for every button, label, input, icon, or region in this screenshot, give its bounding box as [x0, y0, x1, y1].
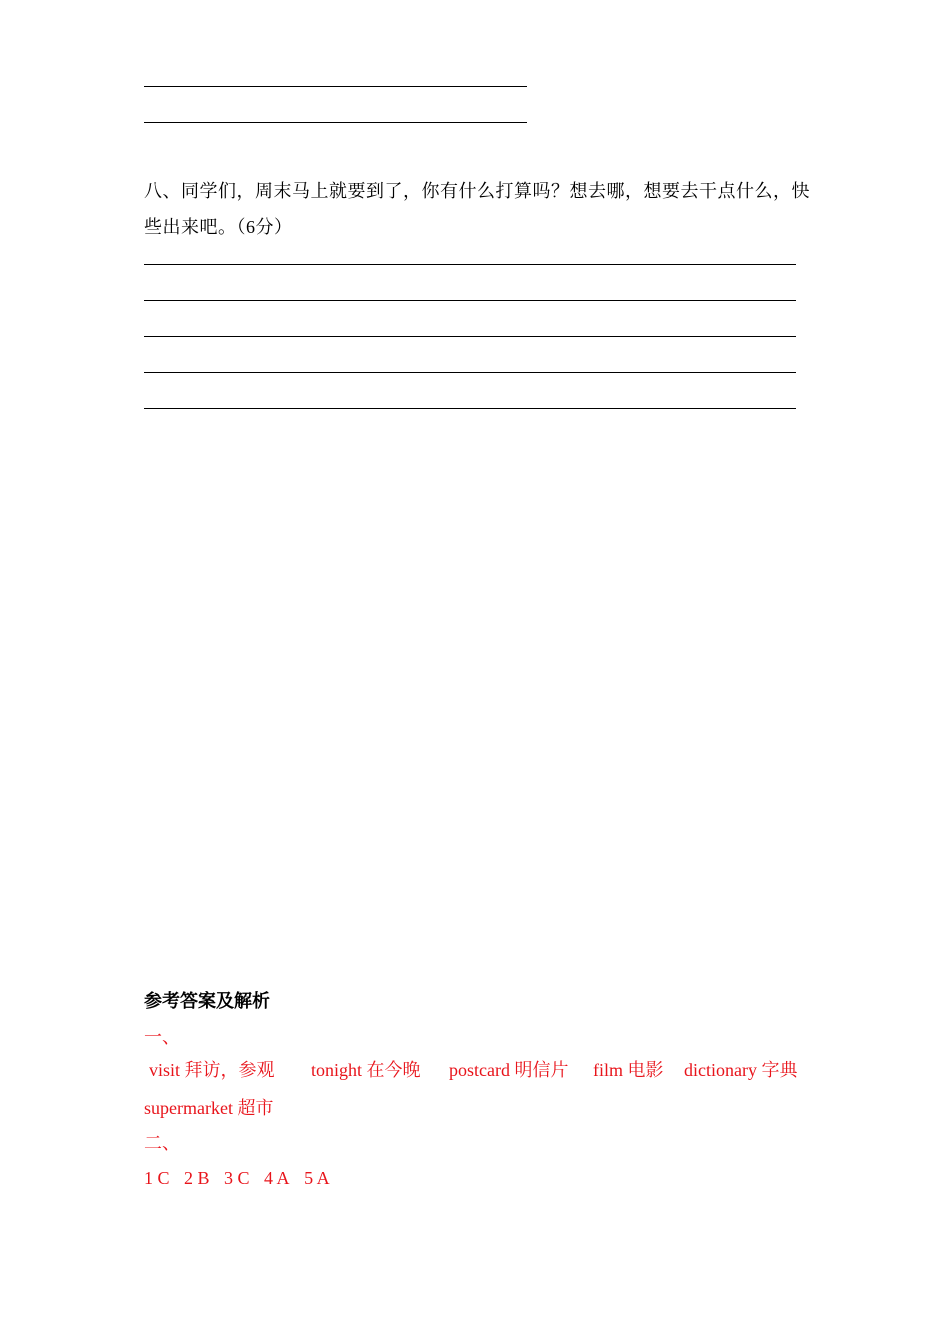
answer-blank-line[interactable] — [144, 122, 527, 123]
answer-choices-row — [144, 1166, 340, 1190]
answer-part2-label: 二、 — [144, 1133, 180, 1153]
section-8-prompt — [144, 173, 810, 245]
section-8-prompt-line1: 八、同学们，周末马上就要到了，你有什么打算吗？想去哪，想要去干点什么，快 — [144, 181, 810, 201]
writing-line[interactable] — [144, 300, 796, 301]
vocab-answer: postcard 明信片 — [449, 1060, 569, 1080]
writing-line[interactable] — [144, 336, 796, 337]
section-8-prompt-line2: 些出来吧。（6分） — [144, 217, 293, 237]
writing-line[interactable] — [144, 408, 796, 409]
vocab-answer: tonight 在今晚 — [311, 1060, 421, 1080]
writing-line[interactable] — [144, 372, 796, 373]
choice-answer: 1 C — [144, 1168, 170, 1188]
choice-answer: 2 B — [184, 1168, 210, 1188]
answer-part1-label: 一、 — [144, 1027, 180, 1047]
vocab-answer: visit 拜访，参观 — [149, 1060, 275, 1080]
vocab-answer: dictionary 字典 — [684, 1060, 798, 1080]
writing-line[interactable] — [144, 264, 796, 265]
answer-key-heading: 参考答案及解析 — [144, 991, 270, 1011]
vocab-answer: supermarket 超市 — [144, 1098, 274, 1118]
answer-blank-line[interactable] — [144, 86, 527, 87]
choice-answer: 5 A — [304, 1168, 330, 1188]
vocab-answer: film 电影 — [593, 1060, 664, 1080]
choice-answer: 4 A — [264, 1168, 290, 1188]
choice-answer: 3 C — [224, 1168, 250, 1188]
